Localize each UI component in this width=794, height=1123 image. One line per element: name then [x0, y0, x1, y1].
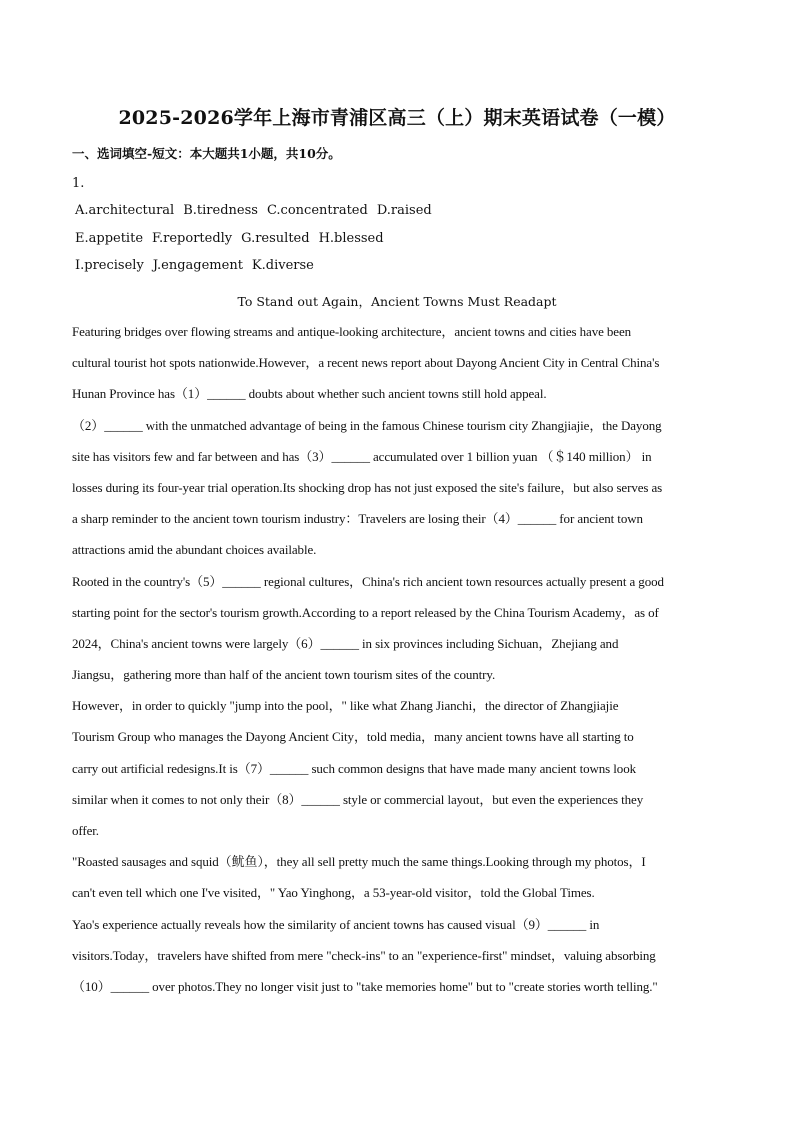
- passage-line: Featuring bridges over flowing streams and antique-looking architecture，ancient towns and cities have been: [72, 324, 632, 339]
- word-option: I.precisely: [75, 258, 144, 273]
- word-option: K.diverse: [251, 258, 314, 273]
- word-option: D.raised: [376, 203, 432, 218]
- passage-line: starting point for the sector's tourism growth.According to a report released by the China Tourism Academy，as of: [72, 604, 659, 620]
- passage-line: Hunan Province has（1）______ doubts about whether such ancient towns still hold appeal.: [72, 386, 547, 402]
- option-row: [75, 229, 441, 257]
- passage-line: However，in order to quickly "jump into the pool，" like what Zhang Jianchi，the director of Zhangjiajie: [72, 698, 619, 714]
- passage-line: （2）______ with the unmatched advantage of being in the famous Chinese tourism city Zhangjiajie，the Dayong: [72, 417, 662, 433]
- passage-line: cultural tourist hot spots nationwide.However，a recent news report about Dayong Ancient City in Central China's: [72, 355, 660, 371]
- option-row: [75, 256, 441, 284]
- passage-line: offer.: [72, 823, 99, 838]
- passage-line: "Roasted sausages and squid（鱿鱼），they all sell pretty much the same things.Looking through my photos，I: [72, 854, 646, 870]
- word-option: B.tiredness: [183, 203, 258, 218]
- passage-line: Yao's experience actually reveals how the similarity of ancient towns has caused visual（9）______ in: [72, 916, 600, 932]
- passage-line: similar when it comes to not only their（8）______ style or commercial layout，but even the experiences they: [72, 791, 644, 807]
- word-options: [75, 201, 441, 284]
- passage-line: attractions amid the abundant choices available.: [72, 542, 317, 558]
- word-option: G.resulted: [241, 230, 310, 246]
- passage-line: Rooted in the country's（5）______ regional cultures，China's rich ancient town resources actually present a good: [72, 573, 664, 589]
- word-option: H.blessed: [318, 230, 384, 246]
- passage-line: visitors.Today，travelers have shifted from mere "check-ins" to an "experience-first" mindset，valuing absorbing: [72, 947, 656, 963]
- passage-line: can't even tell which one I've visited，" Yao Yinghong，a 53-year-old visitor，told the Global Times.: [72, 885, 595, 901]
- passage-line: site has visitors few and far between and has（3）______ accumulated over 1 billion yuan （＄140 million） in: [72, 448, 652, 464]
- passage-line: Tourism Group who manages the Dayong Ancient City，told media，many ancient towns have all starting to: [72, 729, 634, 745]
- exam-title: 2025-2026学年上海市青浦区高三（上）期末英语试卷（一模）: [118, 107, 676, 129]
- word-option: F.reportedly: [152, 230, 233, 246]
- passage-line: carry out artificial redesigns.It is（7）______ such common designs that have made many ancient towns look: [72, 760, 636, 776]
- passage-body: [72, 320, 724, 1006]
- passage-line: losses during its four-year trial operation.Its shocking drop has not just exposed the site's failure，but also serves as: [72, 479, 663, 495]
- passage-line: a sharp reminder to the ancient town tourism industry：Travelers are losing their（4）______ for ancient town: [72, 511, 643, 527]
- section-heading: 一、选词填空-短文：本大题共1小题，共10分。: [72, 146, 341, 161]
- word-option: A.architectural: [75, 203, 175, 218]
- question-number: 1.: [72, 176, 85, 191]
- passage-line: 2024，China's ancient towns were largely（6）______ in six provinces including Sichuan，Zhejiang and: [72, 635, 619, 651]
- word-option: J.engagement: [152, 258, 243, 273]
- option-row: [75, 201, 441, 229]
- passage-line: Jiangsu，gathering more than half of the ancient town tourism sites of the country.: [72, 667, 496, 683]
- word-option: C.concentrated: [266, 203, 368, 218]
- passage-title: To Stand out Again，Ancient Towns Must Readapt: [237, 294, 557, 309]
- passage-line: （10）______ over photos.They no longer visit just to "take memories home" but to "create stories worth telling.": [72, 978, 658, 994]
- word-option: E.appetite: [75, 230, 144, 246]
